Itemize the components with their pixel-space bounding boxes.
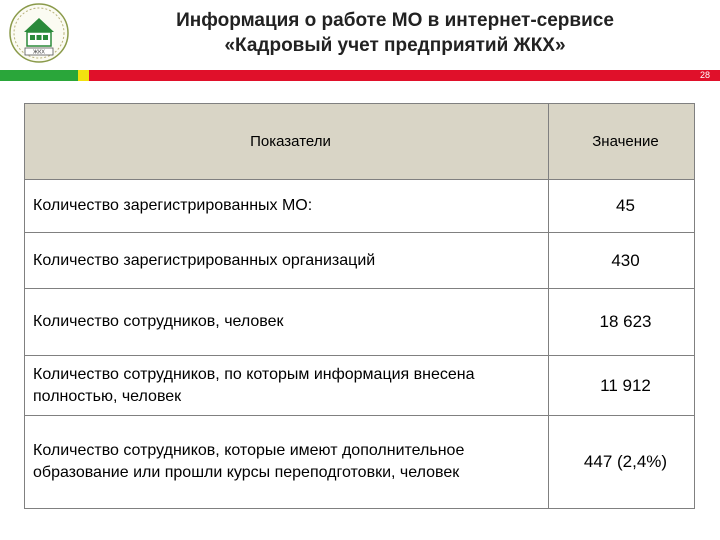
page-number: 28 xyxy=(699,70,710,80)
table-header-row xyxy=(25,104,695,180)
table-row xyxy=(25,416,695,509)
row-value: 430 xyxy=(549,233,695,289)
row-value: 447 (2,4%) xyxy=(549,416,695,509)
header-stripe-yellow xyxy=(78,70,89,81)
page-title xyxy=(80,8,710,58)
row-value: 18 623 xyxy=(549,289,695,356)
column-header-indicators: Показатели xyxy=(25,104,549,180)
svg-text:ЖКХ: ЖКХ xyxy=(33,49,45,56)
row-label: Количество сотрудников, которые имеют дополнительное образование или прошли курсы переподготовки, человек xyxy=(25,416,549,509)
organization-logo xyxy=(6,2,72,64)
title-line-1: Информация о работе МО в интернет-сервисе xyxy=(176,10,614,31)
header-stripe-green xyxy=(0,70,78,81)
row-label: Количество сотрудников, по которым информация внесена полностью, человек xyxy=(25,356,549,416)
row-label: Количество сотрудников, человек xyxy=(25,289,549,356)
indicators-table xyxy=(24,103,695,509)
header-stripe-red xyxy=(89,70,720,81)
title-line-2: «Кадровый учет предприятий ЖКХ» xyxy=(224,35,566,56)
table-row xyxy=(25,233,695,289)
row-label: Количество зарегистрированных МО: xyxy=(25,180,549,233)
table-row xyxy=(25,356,695,416)
column-header-value: Значение xyxy=(549,104,695,180)
table-row xyxy=(25,289,695,356)
row-value: 11 912 xyxy=(549,356,695,416)
table-row xyxy=(25,180,695,233)
row-value: 45 xyxy=(549,180,695,233)
row-label: Количество зарегистрированных организаций xyxy=(25,233,549,289)
